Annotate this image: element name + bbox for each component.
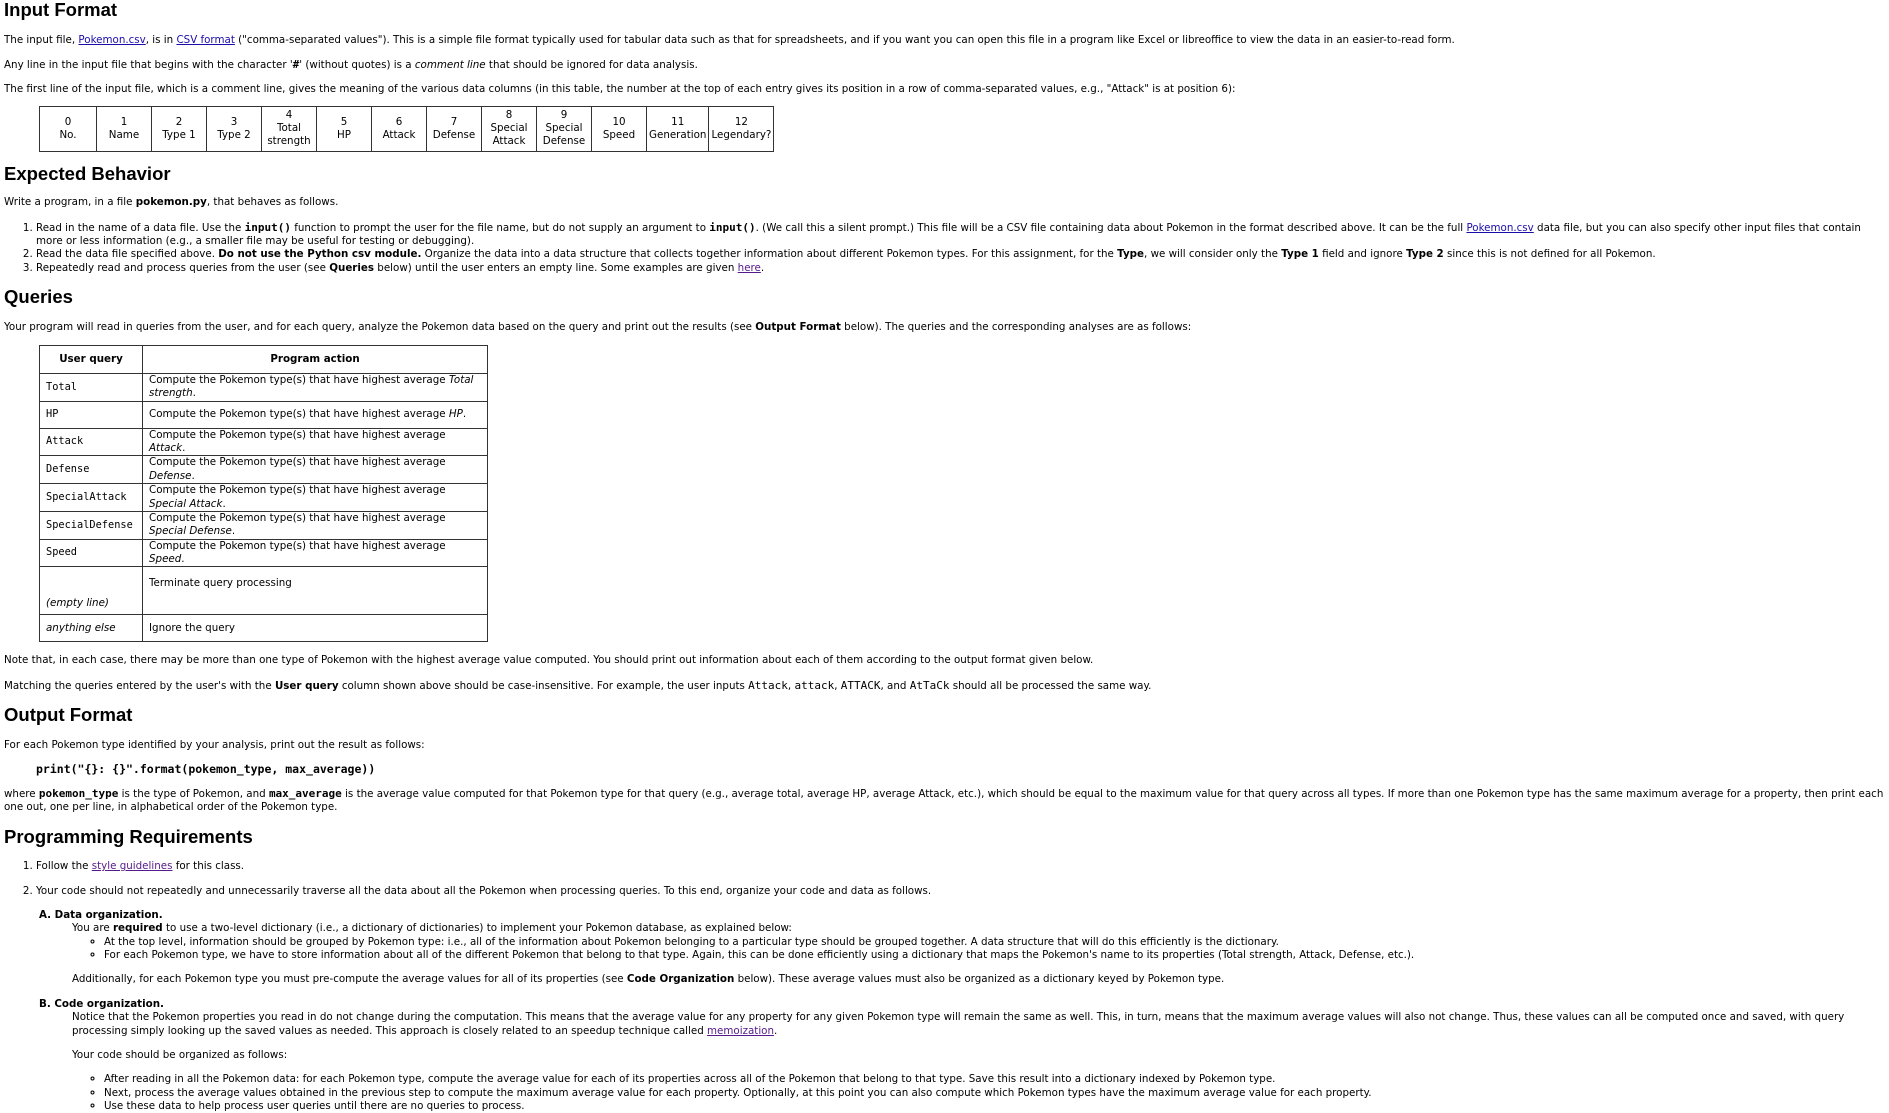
list-item: 3. Repeatedly read and process queries from the user (see Queries below) until the user enters an empty line. Some examples are given here. — [36, 262, 1885, 275]
section-title-programming-requirements: Programming Requirements — [4, 825, 253, 847]
paragraph: Your program will read in queries from the user, and for each query, analyze the Pokemon data based on the query and print out the results (see Output Format below). The queries and the corresponding analyses are as follows: — [4, 320, 1192, 333]
list-item: 1. Read in the name of a data file. Use the input() function to prompt the user for the file name, but do not supply an argument to input(). (We call this a silent prompt.) This file will be a CSV file containing data about Pokemon in the format described above. It can be the full Pokemon.csv data file, but you can also specify other input files that contain more or less information (e.g., a smaller file may be useful for testing or debugging). — [36, 221, 1885, 249]
paragraph: Note that, in each case, there may be more than one type of Pokemon with the highest average value computed. You should print out information about each of them according to the output format given below. — [4, 654, 1094, 667]
bullet-list — [72, 1073, 1885, 1113]
field-cell: 7 Defense — [427, 106, 482, 151]
field-cell: 3 Type 2 — [207, 106, 262, 151]
table-header: User query — [40, 345, 143, 373]
field-cell: 5 HP — [317, 106, 372, 151]
field-cell: 10 Speed — [592, 106, 647, 151]
paragraph: The first line of the input file, which is a comment line, gives the meaning of the various data columns (in this table, the number at the top of each entry gives its position in a row of comma-separated values, e.g., "Attack" is at position 6): — [4, 83, 1236, 96]
table-header: Program action — [143, 345, 488, 373]
table-row: HP Compute the Pokemon type(s) that have highest average HP. — [40, 401, 488, 428]
table-row: Attack Compute the Pokemon type(s) that have highest average Attack. — [40, 428, 488, 456]
field-cell: 12 Legendary? — [709, 106, 774, 151]
section-title-input-format: Input Format — [4, 0, 118, 20]
list-item: ◦ Next, process the average values obtained in the previous step to compute the maximum average value for each property. Optionally, at this point you can also compute which Pokemon types have the maximum average value for each property. — [104, 1087, 1885, 1100]
subsection-body — [72, 1011, 1885, 1113]
subsection-heading: B. Code organization. — [39, 997, 164, 1010]
paragraph: You are required to use a two-level dictionary (i.e., a dictionary of dictionaries) to implement your Pokemon database, as explained below: — [72, 922, 792, 935]
table-row: (empty line) Terminate query processing — [40, 567, 488, 615]
style-guidelines-link[interactable]: style guidelines — [91, 860, 173, 873]
paragraph: Any line in the input file that begins with the character '#' (without quotes) is a comment line that should be ignored for data analysis. — [4, 57, 698, 71]
field-cell: 11 Generation — [647, 106, 709, 151]
list-item: ◦ For each Pokemon type, we have to store information about all of the different Pokemon that belong to that type. Again, this can be done efficiently using a dictionary that maps the Pokemon's name to its properties (Total strength, Attack, Defense, etc.). — [104, 949, 1885, 962]
table-row: Defense Compute the Pokemon type(s) that have highest average Defense. — [40, 456, 488, 484]
subsection-heading: A. Data organization. — [39, 908, 163, 921]
document — [0, 1, 1889, 1113]
memoization-link[interactable]: memoization — [707, 1024, 775, 1037]
table-row: Speed Compute the Pokemon type(s) that have highest average Speed. — [40, 539, 488, 567]
requirements-list — [4, 860, 1885, 898]
field-cell: 9 Special Defense — [537, 106, 592, 151]
behavior-list — [4, 221, 1885, 276]
paragraph: Notice that the Pokemon properties you read in do not change during the computation. This means that the average value for any property for any given Pokemon type will remain the same as well. This, in turn, means that the maximum average values will also not change. Thus, these values can all be computed once and saved, with query processing simply looking up the saved values as needed. This approach is closely related to an speedup technique called memoization. — [72, 1011, 1845, 1037]
code-sample: print("{}: {}".format(pokemon_type, max_average)) — [36, 762, 376, 776]
table-row: SpecialDefense Compute the Pokemon type(s) that have highest average Special Defense. — [40, 511, 488, 539]
list-item: ◦ Use these data to help process user queries until there are no queries to process. — [104, 1100, 1885, 1113]
paragraph: Additionally, for each Pokemon type you must pre-compute the average values for all of its properties (see Code Organization below). These average values must also be organized as a dictionary keyed by Pokemon type. — [72, 973, 1225, 986]
list-item: 2. Read the data file specified above. Do not use the Python csv module. Organize the data into a data structure that collects together information about different Pokemon types. For this assignment, for the Type, we will consider only the Type 1 field and ignore Type 2 since this is not defined for all Pokemon. — [36, 248, 1885, 261]
paragraph: Write a program, in a file pokemon.py, that behaves as follows. — [4, 196, 339, 209]
paragraph: Your code should be organized as follows: — [72, 1048, 288, 1061]
list-item: ◦ At the top level, information should be grouped by Pokemon type: i.e., all of the information about Pokemon belonging to a particular type should be grouped together. A data structure that will do this efficiently is the dictionary. — [104, 936, 1885, 949]
field-table — [39, 106, 774, 152]
paragraph: where pokemon_type is the type of Pokemon, and max_average is the average value computed for that Pokemon type for that query (e.g., average total, average HP, average Attack, etc.), which should be equal to the maximum value for that query across all types. If more than one Pokemon type has the same maximum average for a property, then print each one out, one per line, in alphabetical order of the Pokemon type. — [4, 786, 1884, 814]
csv-format-link[interactable]: CSV format — [176, 33, 235, 46]
subsection-body — [72, 922, 1885, 987]
field-cell: 0 No. — [40, 106, 97, 151]
paragraph: Matching the queries entered by the user's with the User query column shown above should be case-insensitive. For example, the user inputs Attack, attack, ATTACK, and AtTaCk should all be processed the same way. — [4, 678, 1152, 692]
field-cell: 8 Special Attack — [482, 106, 537, 151]
query-table — [39, 345, 488, 643]
section-title-queries: Queries — [4, 286, 73, 307]
list-item: 2. Your code should not repeatedly and unnecessarily traverse all the data about all the Pokemon when processing queries. To this end, organize your code and data as follows. — [36, 885, 1885, 898]
pokemon-csv-link[interactable]: Pokemon.csv — [78, 33, 146, 46]
list-item: 1. Follow the style guidelines for this class. — [36, 860, 1885, 873]
section-title-output-format: Output Format — [4, 704, 133, 726]
section-title-expected-behavior: Expected Behavior — [4, 162, 171, 184]
field-cell: 1 Name — [97, 106, 152, 151]
bullet-list — [72, 936, 1885, 963]
list-item: ◦ After reading in all the Pokemon data: for each Pokemon type, compute the average value for each of its properties across all of the Pokemon that belong to that type. Save this result into a dictionary indexed by Pokemon type. — [104, 1073, 1885, 1086]
field-cell: 6 Attack — [372, 106, 427, 151]
field-cell: 4 Total strength — [262, 106, 317, 151]
pokemon-csv-link[interactable]: Pokemon.csv — [1466, 221, 1534, 234]
examples-here-link[interactable]: here — [737, 261, 761, 274]
field-cell: 2 Type 1 — [152, 106, 207, 151]
table-row: SpecialAttack Compute the Pokemon type(s) that have highest average Special Attack. — [40, 484, 488, 512]
paragraph: The input file, Pokemon.csv, is in CSV format ("comma-separated values"). This is a simple file format typically used for tabular data such as that for spreadsheets, and if you want you can open this file in a program like Excel or libreoffice to view the data in an easier-to-read form. — [4, 33, 1455, 46]
paragraph: For each Pokemon type identified by your analysis, print out the result as follows: — [4, 738, 425, 751]
table-row: Total Compute the Pokemon type(s) that have highest average Total strength. — [40, 373, 488, 401]
table-row: anything else Ignore the query — [40, 615, 488, 642]
